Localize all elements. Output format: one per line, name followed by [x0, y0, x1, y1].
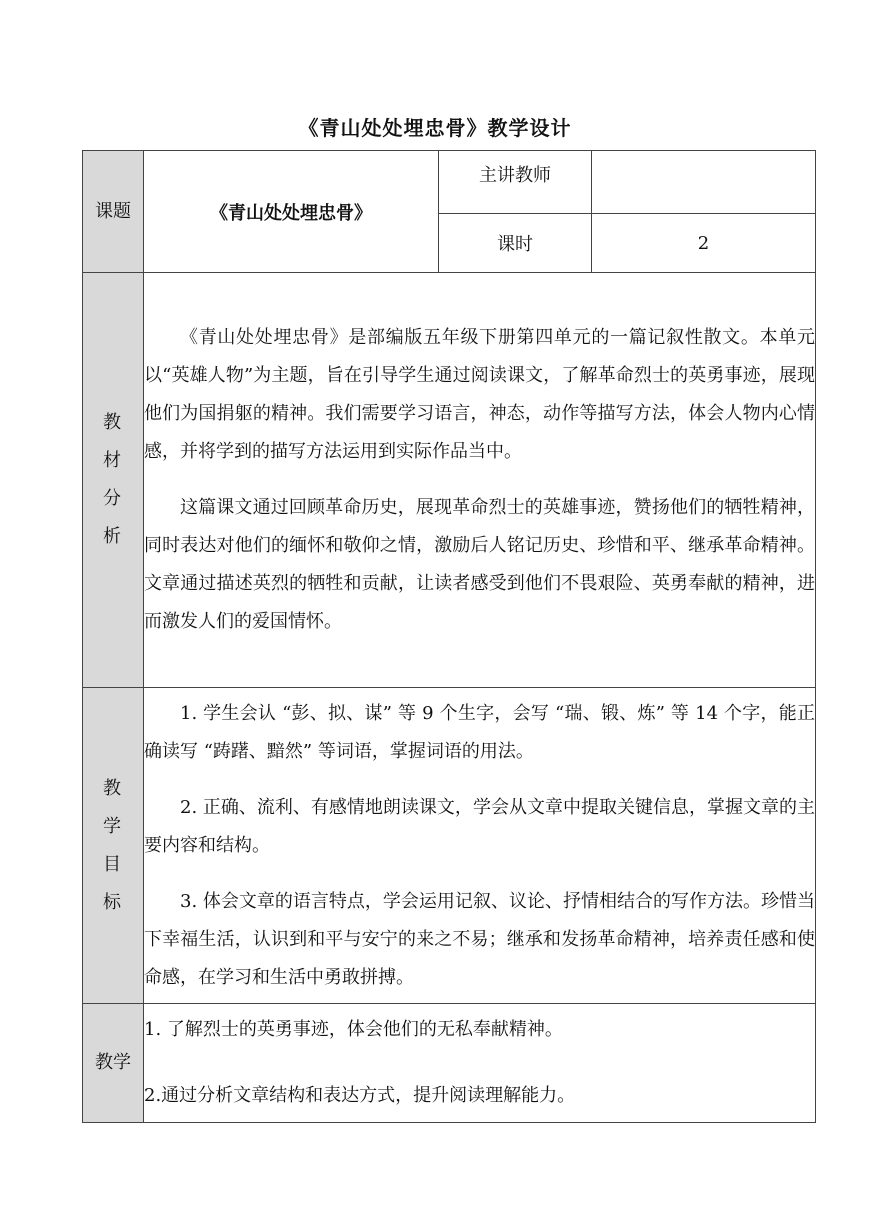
course-name: 《青山处处埋忠骨》	[144, 151, 439, 273]
teacher-label: 主讲教师	[439, 151, 592, 214]
label-teaching-goals	[83, 688, 144, 1004]
period-label: 课时	[439, 214, 592, 273]
label-material-analysis	[83, 273, 144, 688]
label-course-topic	[83, 151, 144, 273]
focus-item: 2.通过分析文章结构和表达方式，提升阅读理解能力。	[144, 1085, 576, 1106]
teacher-value	[592, 151, 816, 214]
document-title: 《青山处处埋忠骨》教学设计	[298, 116, 572, 140]
material-paragraph: 《青山处处埋忠骨》是部编版五年级下册第四单元的一篇记叙性散文。本单元以“英雄人物”为主题，旨在引导学生通过阅读课文，了解革命烈士的英勇事迹，展现他们为国捐躯的精神。我们需要学习语言，神态，动作等描写方法，体会人物内心情感，并将学到的描写方法运用到实际作品当中。	[144, 327, 815, 462]
label-course-topic-text: 课题	[95, 200, 131, 222]
teaching-focus-row	[83, 1004, 816, 1123]
focus-item: 1. 了解烈士的英勇事迹，体会他们的无私奉献精神。	[144, 1019, 563, 1040]
label-teaching-goals-line1: 教学	[103, 777, 131, 837]
goal-item: 2. 正确、流利、有感情地朗读课文，学会从文章中提取关键信息，掌握文章的主要内容和结构。	[144, 796, 815, 856]
period-value: 2	[592, 214, 816, 273]
material-analysis-content	[144, 273, 816, 688]
label-material-analysis-line2: 分析	[103, 488, 131, 547]
teaching-goals-row	[83, 688, 816, 1004]
teaching-focus-content	[144, 1004, 816, 1123]
lesson-plan-table	[82, 150, 816, 1123]
label-teaching-focus-text: 教学	[95, 1052, 131, 1073]
label-teaching-focus	[83, 1004, 144, 1123]
teaching-goals-content	[144, 688, 816, 1004]
goal-item: 1. 学生会认 “彭、拟、谋” 等 9 个生字，会写 “瑞、锻、炼” 等 14 个字，能正确读写 “踌躇、黯然” 等词语，掌握词语的用法。	[144, 702, 815, 762]
material-analysis-row	[83, 273, 816, 688]
label-teaching-goals-line2: 目标	[103, 853, 131, 913]
label-material-analysis-line1: 教材	[103, 412, 131, 471]
material-paragraph: 这篇课文通过回顾革命历史，展现革命烈士的英雄事迹，赞扬他们的牺牲精神，同时表达对他们的缅怀和敬仰之情，激励后人铭记历史、珍惜和平、继承革命精神。文章通过描述英烈的牺牲和贡献，让读者感受到他们不畏艰险、英勇奉献的精神，进而激发人们的爱国情怀。	[144, 497, 815, 632]
goal-item: 3. 体会文章的语言特点，学会运用记叙、议论、抒情相结合的写作方法。珍惜当下幸福生活，认识到和平与安宁的来之不易；继承和发扬革命精神，培养责任感和使命感，在学习和生活中勇敢拼搏。	[144, 890, 815, 988]
header-row-teacher	[83, 151, 816, 214]
